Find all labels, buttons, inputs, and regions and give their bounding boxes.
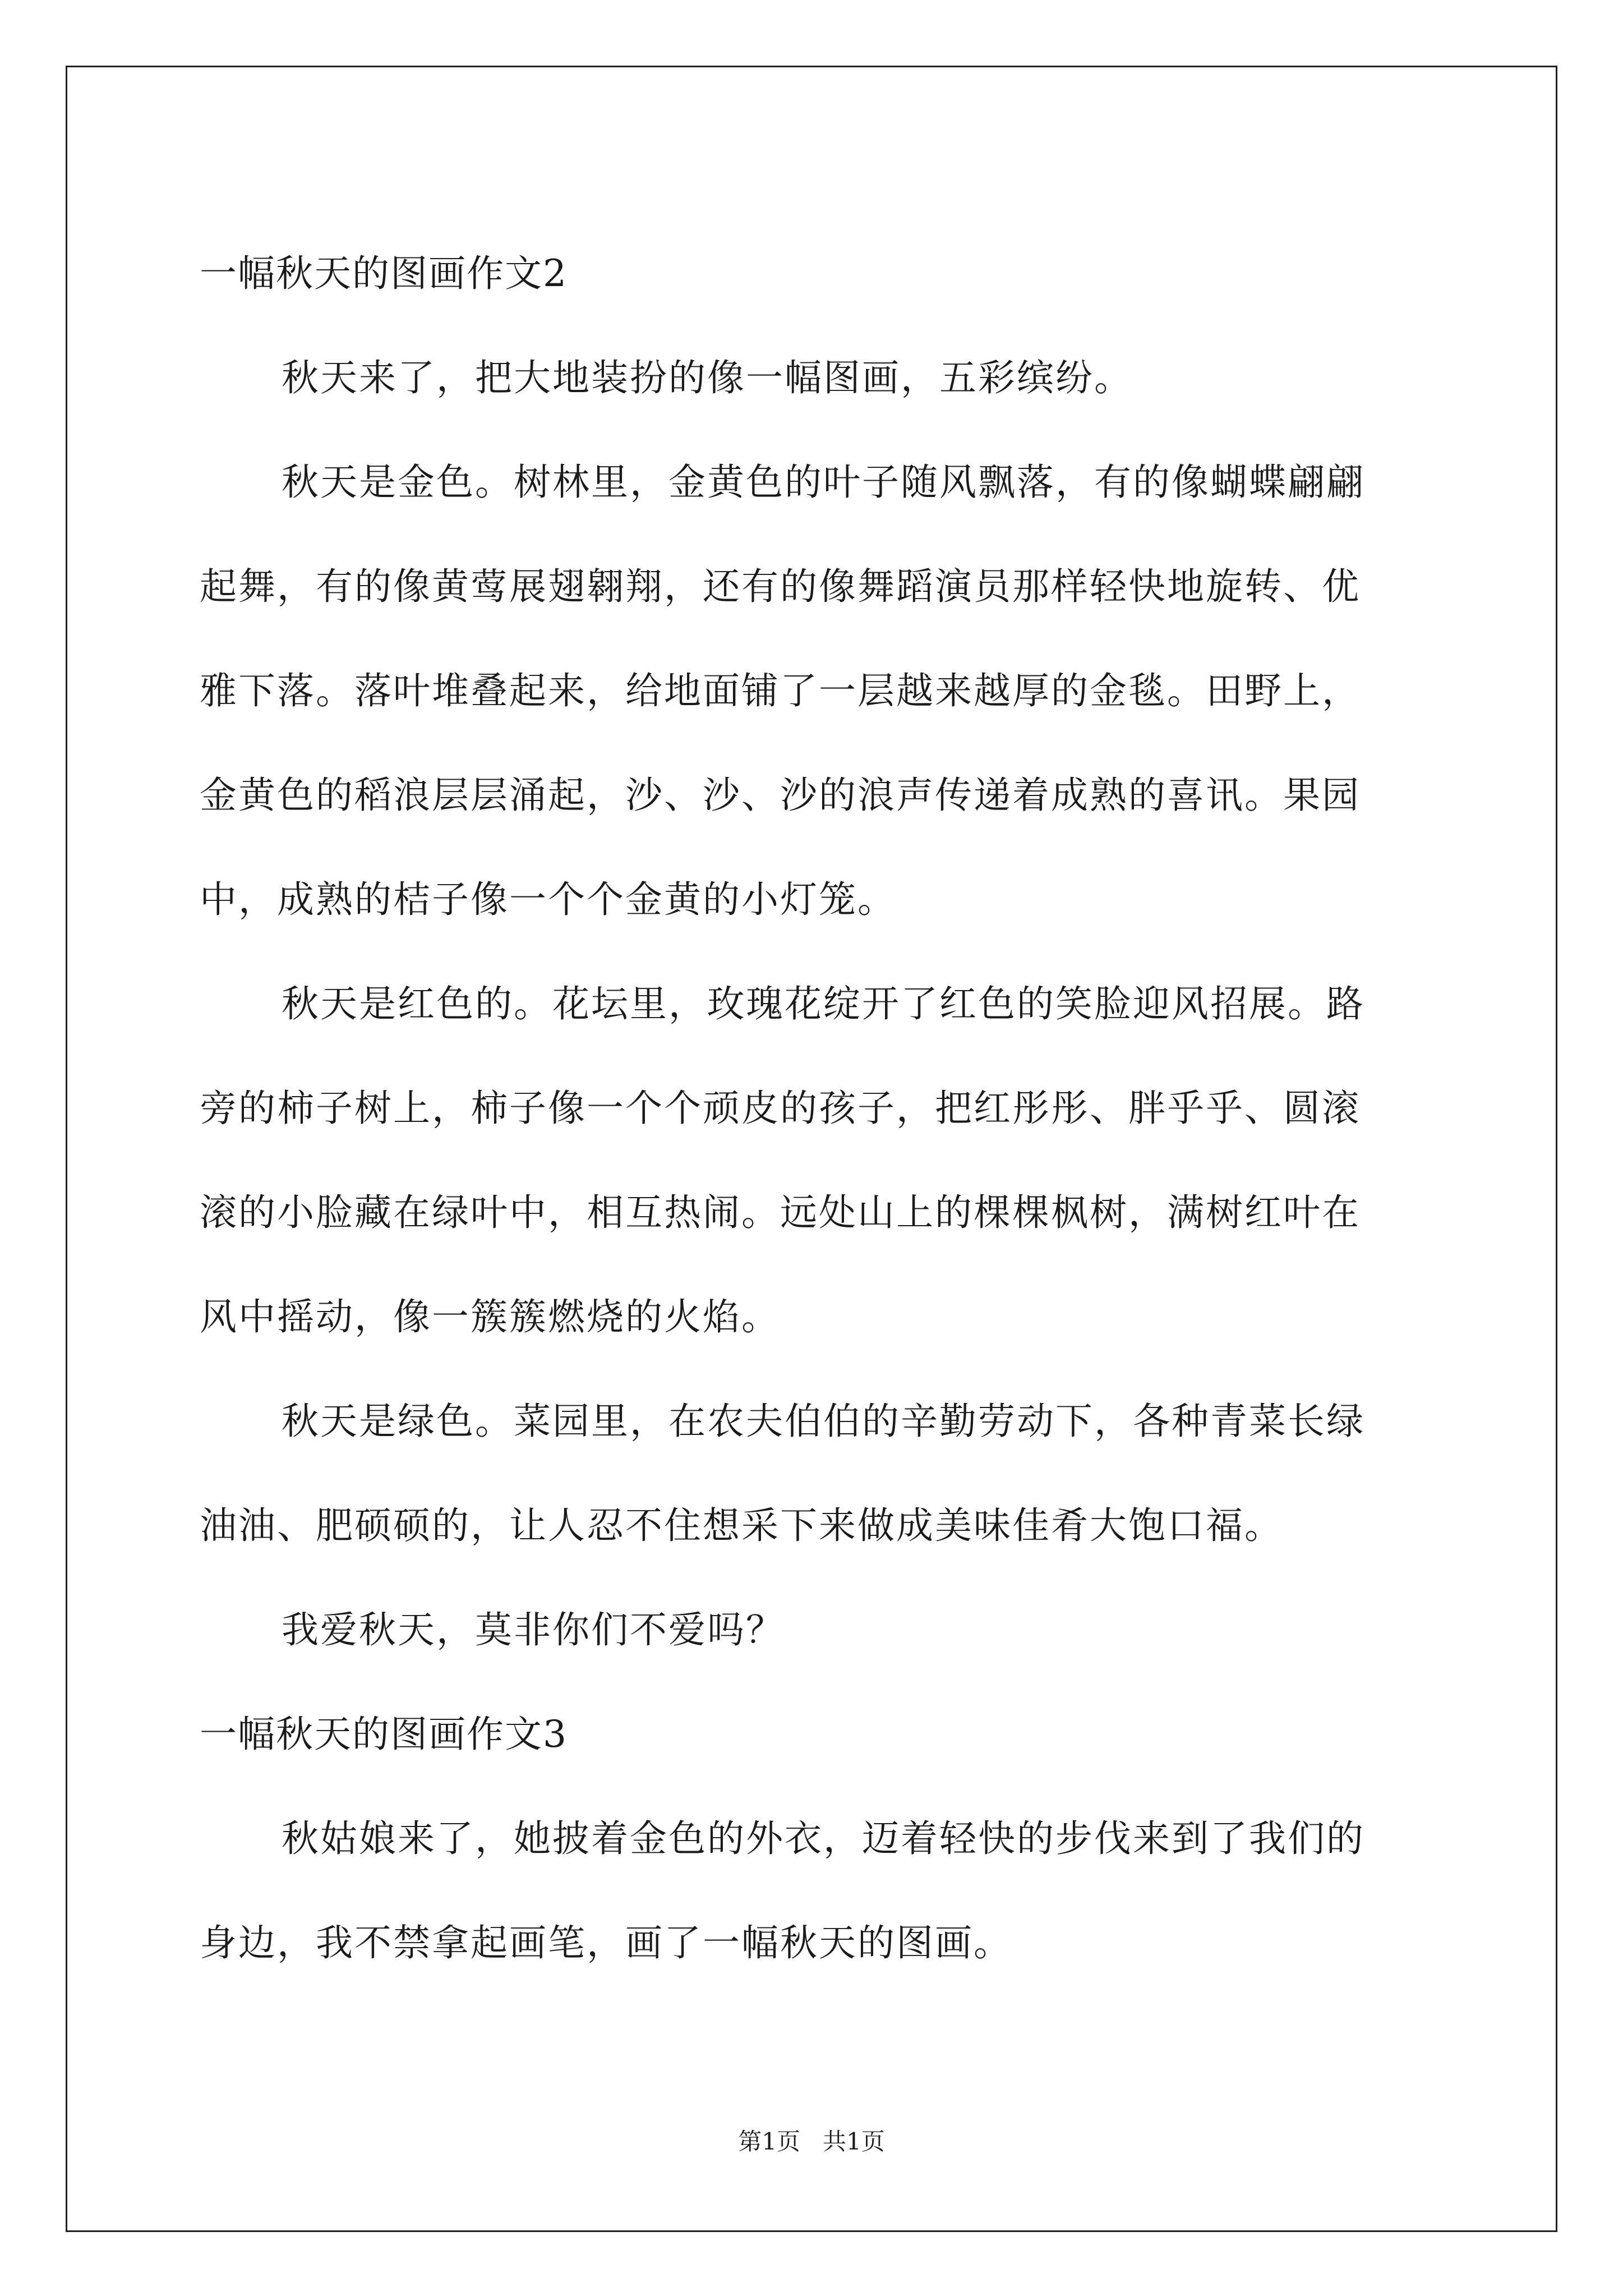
text-line: 身边，我不禁拿起画笔，画了一幅秋天的图画。 bbox=[200, 1921, 1012, 1964]
text-line: 起舞，有的像黄莺展翅翱翔，还有的像舞蹈演员那样轻快地旋转、优 bbox=[200, 565, 1361, 608]
text-line: 秋天来了，把大地装扮的像一幅图画，五彩缤纷。 bbox=[282, 356, 1133, 399]
text-line: 风中摇动，像一簇簇燃烧的火焰。 bbox=[200, 1295, 780, 1338]
text-line: 秋天是红色的。花坛里，玫瑰花绽开了红色的笑脸迎风招展。路 bbox=[282, 982, 1365, 1025]
text-line: 金黄色的稻浪层层涌起，沙、沙、沙的浪声传递着成熟的喜讯。果园 bbox=[200, 774, 1361, 817]
document-body bbox=[200, 222, 1428, 1995]
text-line: 油油、肥硕硕的，让人忍不住想采下来做成美味佳肴大饱口福。 bbox=[200, 1504, 1283, 1547]
text-line: 秋天是金色。树林里，金黄色的叶子随风飘落，有的像蝴蝶翩翩 bbox=[282, 461, 1365, 504]
text-line: 雅下落。落叶堆叠起来，给地面铺了一层越来越厚的金毯。田野上， bbox=[200, 669, 1361, 712]
section-heading: 一幅秋天的图画作文2 bbox=[200, 252, 568, 295]
section-heading: 一幅秋天的图画作文3 bbox=[200, 1713, 568, 1756]
page-footer: 第1页 共1页 bbox=[738, 2128, 885, 2155]
text-line: 秋天是绿色。菜园里，在农夫伯伯的辛勤劳动下，各种青菜长绿 bbox=[282, 1400, 1365, 1443]
text-line: 我爱秋天，莫非你们不爱吗？ bbox=[282, 1608, 785, 1651]
text-line: 滚的小脸藏在绿叶中，相互热闹。远处山上的棵棵枫树，满树红叶在 bbox=[200, 1191, 1361, 1234]
text-line: 中，成熟的桔子像一个个金黄的小灯笼。 bbox=[200, 878, 896, 921]
text-line: 秋姑娘来了，她披着金色的外衣，迈着轻快的步伐来到了我们的 bbox=[282, 1817, 1365, 1860]
text-line: 旁的柿子树上，柿子像一个个顽皮的孩子，把红彤彤、胖乎乎、圆滚 bbox=[200, 1087, 1361, 1130]
